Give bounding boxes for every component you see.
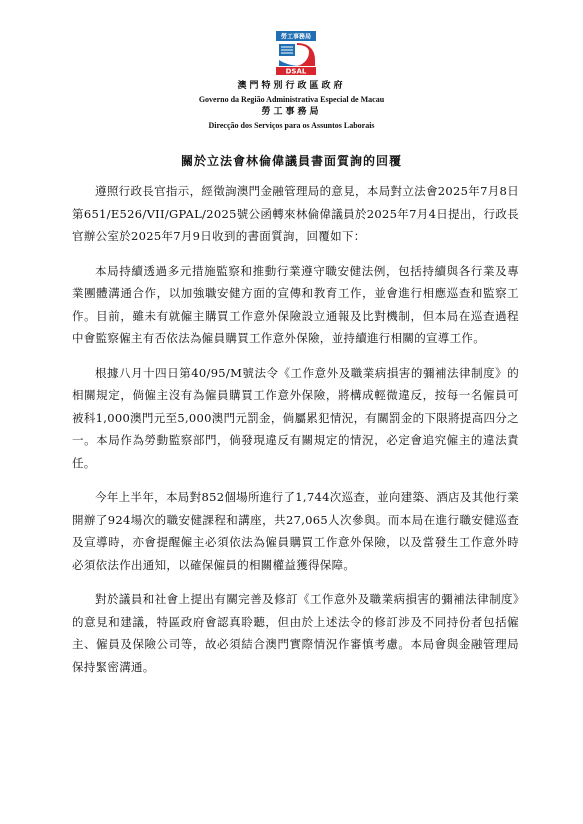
letterhead [0,80,583,132]
paragraph-legal-provisions: 根據八月十四日第40/95/M號法令《工作意外及職業病損害的彌補法律制度》的相關規定，倘僱主沒有為僱員購買工作意外保險，將構成輕微違反，按每一名僱員可被科1,000澳門元至5,000澳門元罰金，倘屬累犯情況，有關罰金的下限將提高四分之一。本局作為勞動監察部門，倘發現違反有關規定的情況，必定會追究僱主的違法責任。 [72,365,519,470]
department-name-zh: 勞工事務局 [261,107,322,117]
government-name-zh: 澳門特別行政區政府 [237,81,346,91]
paragraph-law-revision: 對於議員和社會上提出有關完善及修訂《工作意外及職業病損害的彌補法律制度》的意見和建議，特區政府會認真聆聽，但由於上述法令的修訂涉及不同持份者包括僱主、僱員及保險公司等，故必須結合澳門實際情況作審慎考慮。本局會與金融管理局保持緊密溝通。 [72,592,519,674]
department-name-pt: Direcção dos Serviços para os Assuntos Laborais [208,121,375,130]
paragraph-monitoring: 本局持續透過多元措施監察和推動行業遵守職安健法例，包括持續與各行業及專業團體溝通合作，以加強職安健方面的宣傳和教育工作，並會進行相應巡查和監察工作。目前，雖未有就僱主購買工作意外保險設立通報及比對機制，但本局在巡查過程中會監察僱主有否依法為僱員購買工作意外保險，並持續進行相關的宣導工作。 [72,263,519,345]
document-title: 關於立法會林倫偉議員書面質詢的回覆 [180,154,402,168]
paragraph-inspection-statistics: 今年上半年，本局對852個場所進行了1,744次巡查，並向建築、酒店及其他行業開辦了924場次的職安健課程和講座，共27,065人次參與。而本局在進行職安健巡查及宣導時，亦會提醒僱主必須依法為僱員購買工作意外保險，以及當發生工作意外時必須依法作出通知，以確保僱員的相關權益獲得保障。 [72,490,519,572]
dsal-logo [275,30,317,76]
document-body [72,180,519,690]
logo-acronym: DSAL [285,67,307,76]
paragraph-intro: 遵照行政長官指示，經徵詢澳門金融管理局的意見，本局對立法會2025年7月8日第651/E526/VII/GPAL/2025號公函轉來林倫偉議員於2025年7月4日提出，行政長官辦公室於2025年7月9日收到的書面質詢，回覆如下： [72,184,519,243]
logo-label: 勞工事務局 [280,33,312,41]
government-name-pt: Governo da Região Administrativa Especial de Macau [198,95,385,104]
